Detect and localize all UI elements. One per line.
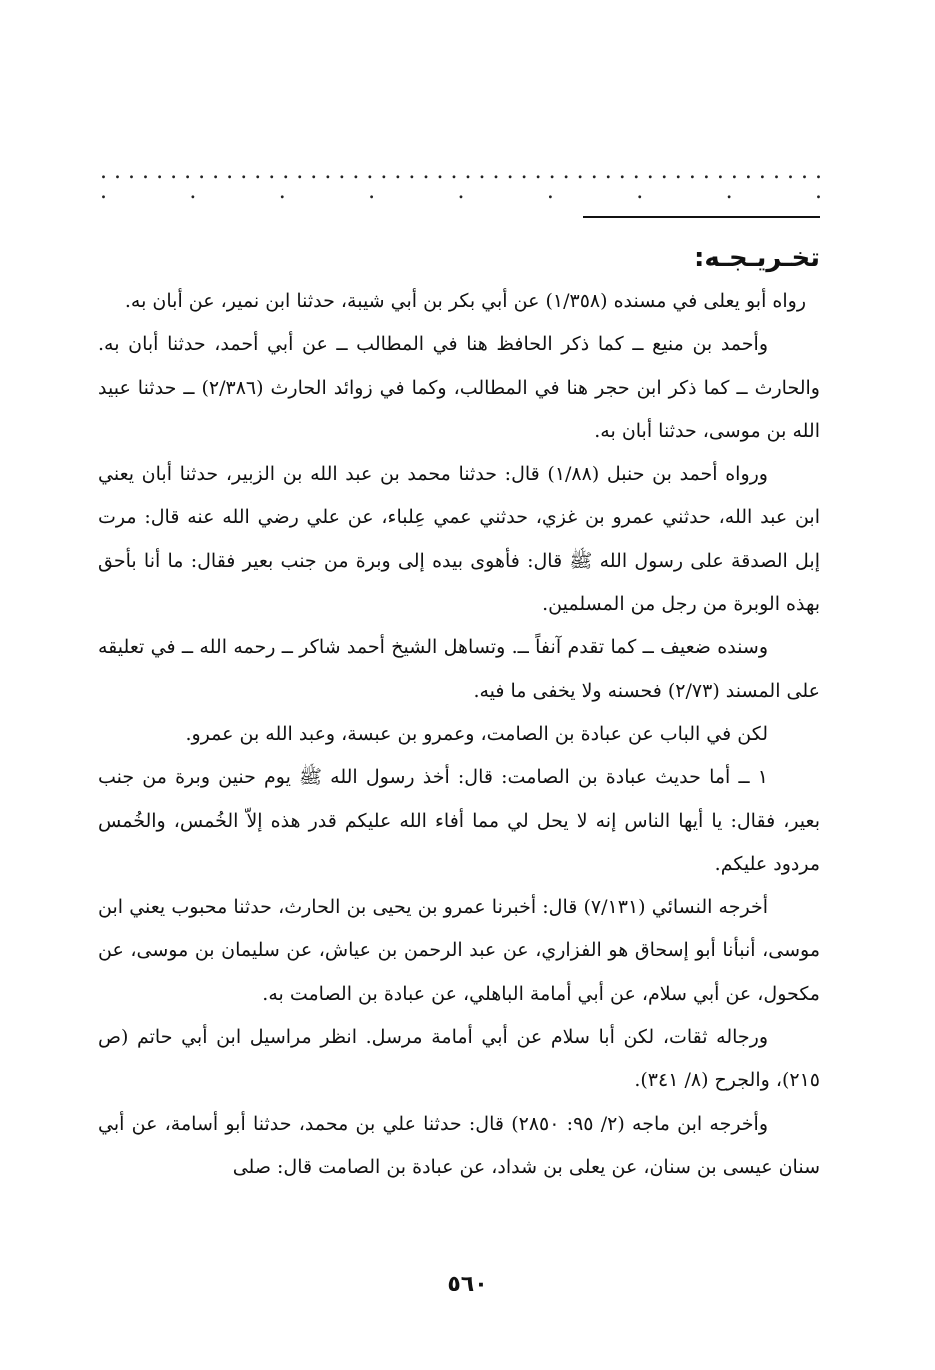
paragraph: ورجاله ثقات، لكن أبا سلام عن أبي أمامة مرسل. انظر مراسيل ابن أبي حاتم (ص ٢١٥)، والجرح (٨/ ٣٤١). [98, 1026, 820, 1092]
paragraph: لكن في الباب عن عبادة بن الصامت، وعمرو بن عبسة، وعبد الله بن عمرو. [185, 722, 768, 745]
paragraph: ١ ــ أما حديث عبادة بن الصامت: قال: أخذ رسول الله ﷺ يوم حنين وبرة من جنب بعير، فقال: يا أيها الناس إنه لا يحل لي مما أفاء الله عليكم قدر هذه إلاّ الخُمس، والخُمس مردود عليكم. [98, 766, 820, 875]
paragraph: أخرجه النسائي (٧/١٣١) قال: أخبرنا عمرو بن يحيى بن الحارث، حدثنا محبوب يعني ابن موسى، أنبأنا أبو إسحاق هو الفزاري، عن عبد الرحمن بن عياش، عن سليمان بن موسى، عن مكحول، عن أبي سلام، عن أبي أمامة الباهلي، عن عبادة بن الصامت به. [98, 896, 820, 1005]
section-heading: تخـريـجـه: [693, 243, 820, 273]
page-number: ٥٦٠ [447, 1272, 488, 1297]
paragraph: وسنده ضعيف ــ كما تقدم آنفاً ــ. وتساهل الشيخ أحمد شاكر ــ رحمه الله ــ في تعليقه على المسند (٢/٧٣) فحسنه ولا يخفى ما فيه. [98, 636, 820, 702]
dotted-separator: . . . . . . . . . . . . . . . . . . . . . . . . . . . . . . . . . . . . . . . . . . . . . . . . . . . . . . . . . . . . . [100, 159, 822, 204]
footnote-rule [583, 216, 820, 218]
body-text [98, 280, 820, 1189]
paragraph: ورواه أحمد بن حنبل (١/٨٨) قال: حدثنا محمد بن عبد الله بن الزبير، حدثنا أبان يعني ابن عبد الله، حدثني عمرو بن غزي، حدثني عمي عِلباء، عن علي رضي الله عنه قال: مرت إبل الصدقة على رسول الله ﷺ قال: فأهوى بيده إلى وبرة من جنب بعير فقال: ما أنا بأحق بهذه الوبرة من رجل من المسلمين. [98, 463, 820, 616]
paragraph: رواه أبو يعلى في مسنده (١/٣٥٨) عن أبي بكر بن أبي شيبة، حدثنا ابن نمير، عن أبان به. [124, 290, 806, 312]
paragraph: وأخرجه ابن ماجه (٢/ ٩٥: ٢٨٥٠) قال: حدثنا علي بن محمد، حدثنا أبو أسامة، عن أبي سنان عيسى بن سنان، عن يعلى بن شداد، عن عبادة بن الصامت قال: صلى [98, 1112, 820, 1178]
paragraph: وأحمد بن منيع ــ كما ذكر الحافظ هنا في المطالب ــ عن أبي أحمد، حدثنا أبان به. والحارث ــ كما ذكر ابن حجر هنا في المطالب، وكما في زوائد الحارث (٢/٣٨٦) ــ حدثنا عبيد الله بن موسى، حدثنا أبان به. [98, 333, 820, 442]
